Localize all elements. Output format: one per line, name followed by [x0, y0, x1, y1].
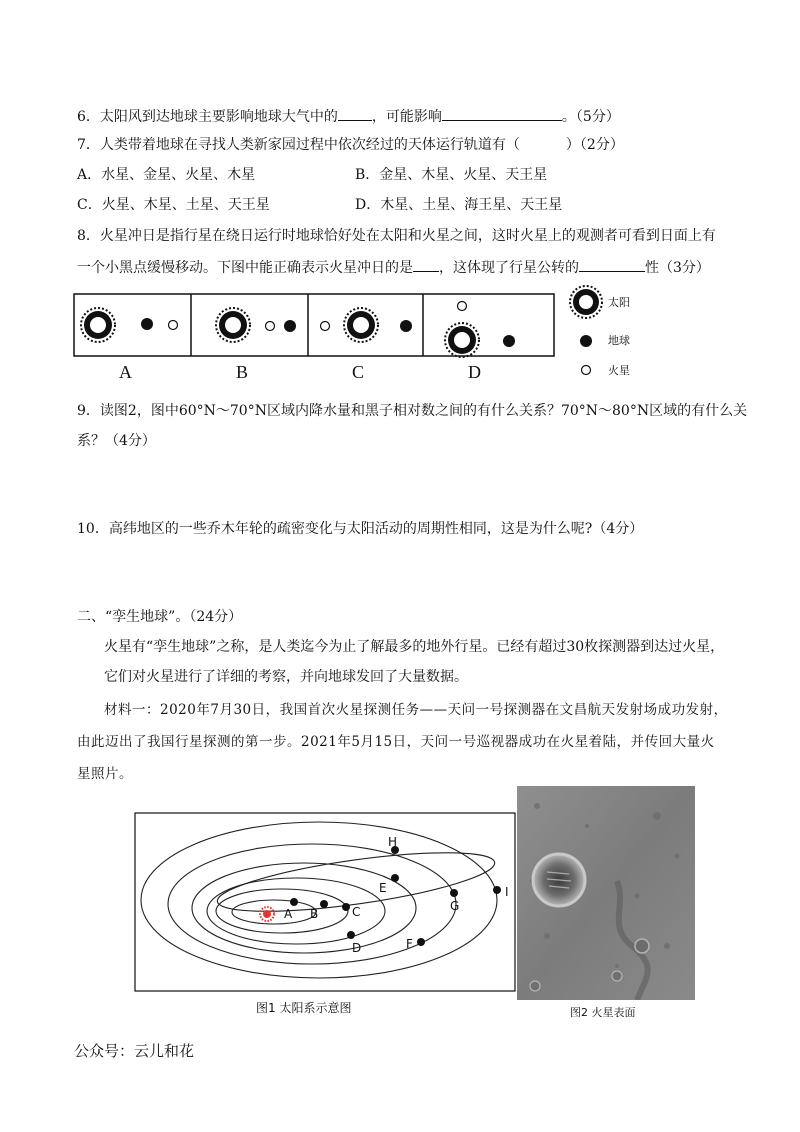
material-1-line-2: 由此迈出了我国行星探测的第一步。2021年5月15日，天问一号巡视器成功在火星着陆，并传回大量火 — [77, 734, 715, 750]
label-d: D — [352, 941, 362, 955]
label-c: C — [352, 905, 361, 919]
sun-icon — [570, 286, 602, 318]
q6-text-a: 6．太阳风到达地球主要影响地球大气中的 — [77, 109, 338, 125]
legend-sun-label: 太阳 — [608, 296, 630, 309]
q8-label-d[interactable]: D — [468, 362, 481, 382]
q7-option-c[interactable]: C．火星、木星、土星、天王星 — [77, 197, 270, 213]
mars-surface-photo — [517, 786, 695, 1000]
answer-blank[interactable] — [338, 106, 372, 121]
legend-earth-label: 地球 — [608, 334, 630, 347]
answer-blank[interactable] — [413, 257, 439, 272]
sun-icon — [216, 308, 250, 342]
q10-text: 10．高纬地区的一些乔木年轮的疏密变化与太阳活动的周期性相同，这是为什么呢?（4分） — [77, 521, 644, 537]
q9-line-2: 系？（4分） — [77, 433, 156, 449]
sun-icon — [81, 308, 115, 342]
planet-b — [320, 900, 328, 908]
earth-icon — [141, 318, 153, 330]
label-b: B — [310, 907, 319, 921]
label-g: G — [450, 899, 460, 913]
material-1-line-3: 星照片。 — [77, 766, 133, 782]
planet-c — [342, 903, 350, 911]
section-2-para-2: 它们对火星进行了详细的考察，并向地球发回了大量数据。 — [104, 669, 468, 685]
planet-f — [417, 938, 425, 946]
earth-icon — [580, 335, 592, 347]
q7-stem-a: 7．人类带着地球在寻找人类新家园过程中依次经过的天体运行轨道有（ — [77, 137, 520, 153]
q8-line2-a: 一个小黑点缓慢移动。下图中能正确表示火星冲日的是 — [77, 260, 413, 276]
earth-icon — [503, 335, 515, 347]
question-7 — [77, 136, 624, 154]
sun-icon — [445, 323, 479, 357]
planet-e — [391, 874, 399, 882]
mars-icon — [266, 322, 275, 331]
planet-i — [493, 886, 501, 894]
q6-text-b: ，可能影响 — [371, 109, 442, 125]
q8-line-1: 8．火星冲日是指行星在绕日运行时地球恰好处在太阳和火星之间，这时火星上的观测者可看到日面上有 — [77, 228, 716, 244]
earth-icon — [400, 320, 412, 332]
sun-icon — [344, 308, 378, 342]
q8-label-a[interactable]: A — [119, 362, 132, 382]
label-a: A — [284, 907, 293, 921]
mars-icon — [321, 322, 330, 331]
figure-1-caption: 图1 太阳系示意图 — [256, 1001, 352, 1015]
q8-label-b[interactable]: B — [236, 362, 249, 382]
figure-2-caption: 图2 火星表面 — [570, 1006, 636, 1019]
planet-a — [290, 898, 298, 906]
solar-system-diagram — [134, 812, 516, 992]
material-1-line-1: 材料一：2020年7月30日，我国首次火星探测任务——天问一号探测器在文昌航天发射场成功发射， — [104, 702, 728, 718]
q7-option-d[interactable]: D．木星、土星、海王星、天王星 — [355, 197, 563, 213]
q7-option-a[interactable]: A．水星、金星、火星、木星 — [77, 167, 256, 183]
q8-line-2 — [77, 257, 710, 277]
mars-icon — [582, 366, 591, 375]
planet-d — [347, 931, 355, 939]
footer-text: 公众号：云儿和花 — [74, 1042, 195, 1060]
label-f: F — [406, 937, 413, 951]
q9-line-1: 9．读图2，图中60°N～70°N区域内降水量和黑子相对数之间的有什么关系？70°N～80°N区域的有什么关 — [77, 403, 748, 419]
q8-line2-b: ，这体现了行星公转的 — [439, 260, 579, 276]
q8-options-figure — [70, 288, 560, 358]
q7-stem-b: ）（2分） — [565, 137, 624, 153]
label-e: E — [379, 881, 387, 895]
q8-label-c[interactable]: C — [352, 362, 365, 382]
q6-text-c: 。（5分） — [561, 109, 620, 125]
answer-blank[interactable] — [579, 257, 645, 272]
legend-mars-label: 火星 — [608, 364, 630, 377]
planet-g — [450, 889, 458, 897]
label-h: H — [388, 835, 398, 849]
section-2-title: 二、“孪生地球”。（24分） — [77, 609, 243, 625]
section-2-para-1: 火星有“孪生地球”之称，是人类迄今为止了解最多的地外行星。已经有超过30枚探测器到达过火星， — [104, 639, 725, 655]
mars-icon — [169, 321, 178, 330]
q8-line2-c: 性（3分） — [645, 260, 710, 276]
earth-icon — [284, 320, 296, 332]
question-6 — [77, 106, 620, 126]
mars-icon — [458, 302, 467, 311]
label-i: I — [505, 885, 509, 899]
q7-option-b[interactable]: B．金星、木星、火星、天王星 — [355, 167, 548, 183]
answer-blank[interactable] — [442, 106, 562, 121]
q8-legend-symbols — [568, 284, 604, 384]
